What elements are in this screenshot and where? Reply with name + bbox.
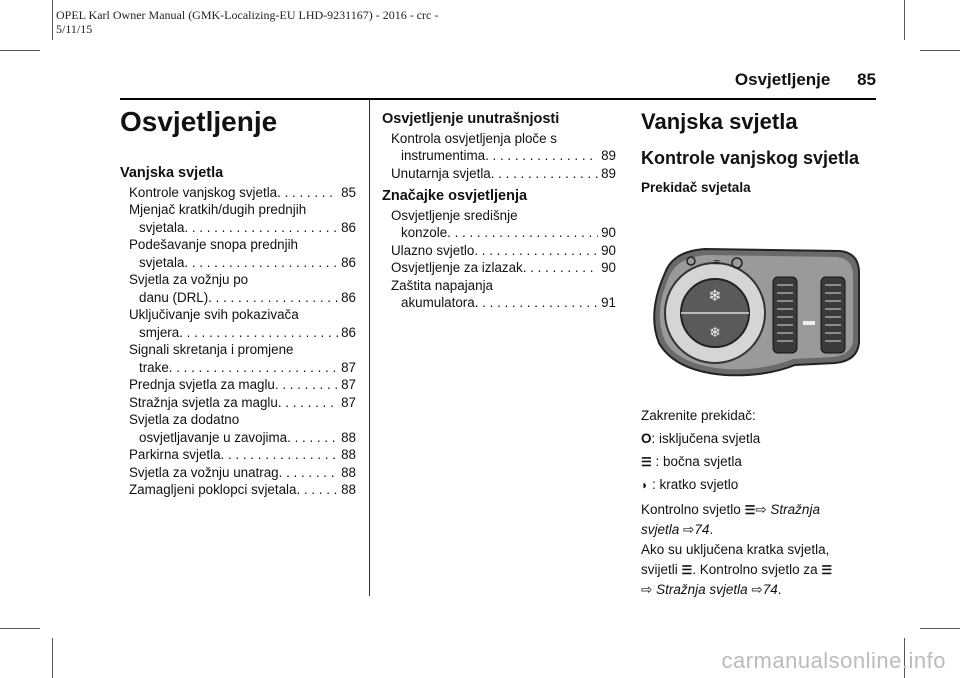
toc-entry-label: Osvjetljenje središnje: [391, 207, 518, 223]
toc-entry-label: Stražnja svjetla za maglu: [129, 394, 278, 410]
toc-leader-dots: [184, 254, 338, 272]
toc-entry[interactable]: [382, 277, 616, 312]
toc-page-number: 87: [341, 377, 356, 392]
toc-entry-label: konzole: [401, 225, 448, 240]
paragraph-text: svijetli: [641, 562, 678, 577]
reference-link[interactable]: Stražnja svjetla: [656, 582, 748, 597]
toc-page-number: 86: [341, 289, 356, 305]
crop-mark: [52, 0, 53, 40]
toc-leader-dots: [179, 324, 338, 342]
toc-leader-dots: [278, 394, 338, 412]
toc-entry-label: trake: [139, 359, 169, 375]
toc-entry-label: instrumentima: [401, 148, 486, 163]
toc-entry-label: Uključivanje svih pokazivača: [129, 307, 299, 322]
control-light-text: Kontrolno svjetlo: [641, 502, 741, 517]
toc-entry-label: Zamagljeni poklopci svjetala: [129, 482, 297, 497]
page-heading: [735, 70, 876, 90]
reference-link[interactable]: svjetla: [641, 522, 680, 537]
toc-page-number: 88: [341, 464, 356, 480]
toc-entry-label: osvjetljavanje u zavojima: [139, 429, 288, 445]
toc-entry-label: Parkirna svjetla: [129, 447, 221, 462]
toc-leader-dots: [296, 481, 338, 499]
toc-leader-dots: [447, 224, 598, 242]
toc-entry[interactable]: [120, 236, 356, 271]
toc-entry[interactable]: [382, 242, 616, 260]
toc-entry-label: Unutarnja svjetla: [391, 165, 491, 181]
toc-entry[interactable]: [120, 341, 356, 376]
toc-entry-label: smjera: [139, 324, 180, 340]
toc-page-number: 86: [341, 254, 356, 270]
svg-text:❄: ❄: [709, 325, 721, 341]
toc-leader-dots: [169, 359, 338, 377]
toc-page-number: 90: [601, 242, 616, 258]
toc-page-number: 88: [341, 482, 356, 497]
toc-entry-label: Kontrole vanjskog svjetla: [129, 184, 278, 200]
light-switch-illustration: [645, 243, 873, 383]
low-beam-paragraph: [641, 540, 832, 600]
svg-text:≡: ≡: [713, 258, 721, 268]
crop-mark: [920, 628, 960, 629]
toc-entry[interactable]: [120, 481, 356, 499]
document-header-line1: OPEL Karl Owner Manual (GMK-Localizing-EU LHD-9231167) - 2016 - crc -: [56, 8, 439, 22]
option-off-text: : isključena svjetla: [651, 431, 761, 446]
toc-page-number: 88: [341, 447, 356, 462]
page-number: 85: [857, 70, 876, 89]
toc-entry[interactable]: [120, 201, 356, 236]
chapter-title: Osvjetljenje: [120, 106, 278, 137]
toc-entry[interactable]: [120, 376, 356, 394]
toc-entry[interactable]: [382, 165, 616, 183]
reference-arrow-icon: ⇨: [751, 582, 763, 597]
toc-entry[interactable]: [120, 411, 356, 446]
toc-entry[interactable]: [120, 306, 356, 341]
crop-mark: [0, 628, 40, 629]
reference-link[interactable]: Stražnja: [770, 502, 820, 517]
toc-entry-label: danu (DRL): [139, 289, 209, 305]
toc-entry-label: Svjetla za vožnju unatrag: [129, 464, 279, 480]
toc-leader-dots: [277, 184, 338, 202]
period: .: [777, 582, 782, 597]
crop-mark: [52, 638, 53, 678]
toc-leader-dots: [523, 259, 598, 277]
toc-leader-dots: [287, 429, 338, 447]
toc-entry-label: Signali skretanja i promjene: [129, 342, 294, 357]
option-side-text: : bočna svjetla: [655, 454, 742, 469]
option-low-beam: [641, 475, 738, 495]
toc-entry[interactable]: [120, 464, 356, 482]
toc-left-column: [120, 165, 356, 499]
toc-leader-dots: [275, 376, 338, 394]
toc-page-number: 86: [341, 219, 356, 235]
off-symbol: O: [641, 431, 652, 446]
toc-entry-label: Mjenjač kratkih/dugih prednjih: [129, 202, 307, 217]
reference-arrow-icon: ⇨: [755, 502, 767, 517]
side-light-icon: ☰: [821, 563, 833, 577]
option-off: [641, 429, 760, 449]
section-heading: Vanjska svjetla: [641, 109, 798, 134]
paragraph-text: . Kontrolno svjetlo za: [692, 562, 818, 577]
watermark: carmanualsonline.info: [721, 648, 946, 673]
sub-subsection-heading: Prekidač svjetala: [641, 180, 751, 195]
page-heading-title: Osvjetljenje: [734, 70, 831, 89]
toc-page-number: 86: [341, 324, 356, 340]
toc-leader-dots: [221, 446, 339, 464]
crop-mark: [0, 50, 40, 51]
toc-middle-column: [382, 111, 616, 312]
toc-leader-dots: [485, 147, 598, 165]
toc-leader-dots: [491, 165, 598, 183]
toc-leader-dots: [184, 219, 338, 237]
toc-entry-label: Prednja svjetla za maglu: [129, 377, 275, 392]
toc-entry-label: svjetala: [139, 219, 185, 235]
toc-page-number: 90: [601, 260, 616, 275]
toc-page-number: 87: [341, 394, 356, 410]
toc-leader-dots: [208, 289, 338, 307]
reference-arrow-icon: ⇨: [683, 522, 695, 537]
reference-arrow-icon: ⇨: [641, 582, 653, 597]
toc-section-title: Vanjska svjetla: [120, 165, 224, 181]
toc-page-number: 87: [341, 359, 356, 375]
crop-mark: [904, 0, 905, 40]
svg-text:❄: ❄: [708, 286, 722, 305]
toc-entry-label: Zaštita napajanja: [391, 277, 493, 293]
option-low-text: : kratko svjetlo: [652, 477, 739, 492]
crop-mark: [920, 50, 960, 51]
document-header: [56, 8, 438, 36]
toc-entry[interactable]: [120, 184, 356, 202]
document-header-line2: 5/11/15: [56, 22, 93, 36]
toc-entry-label: Osvjetljenje za izlazak: [391, 260, 523, 275]
period: .: [709, 522, 714, 537]
reference-page[interactable]: 74: [762, 582, 778, 597]
option-side-lights: [641, 452, 742, 472]
toc-section-title: Osvjetljenje unutrašnjosti: [382, 111, 560, 127]
toc-entry[interactable]: [382, 207, 616, 242]
toc-page-number: 90: [601, 225, 616, 240]
toc-page-number: 89: [601, 165, 616, 181]
toc-entry-label: Podešavanje snopa prednjih: [129, 237, 298, 252]
toc-section-title: Značajke osvjetljenja: [382, 188, 528, 204]
toc-page-number: 85: [341, 184, 356, 200]
toc-leader-dots: [475, 294, 598, 312]
toc-leader-dots: [279, 464, 338, 482]
toc-entry-label: Svjetla za vožnju po: [129, 272, 249, 287]
toc-entry-label: Kontrola osvjetljenja ploče s: [391, 130, 557, 146]
subsection-heading: Kontrole vanjskog svjetla: [641, 148, 860, 168]
toc-entry[interactable]: [382, 259, 616, 277]
toc-entry[interactable]: [120, 271, 356, 306]
header-rule: [120, 98, 876, 100]
column-divider: [369, 100, 370, 596]
side-light-icon: ☰: [744, 503, 756, 517]
paragraph-text: Ako su uključena kratka svjetla,: [641, 542, 830, 557]
toc-entry[interactable]: [382, 130, 616, 165]
toc-page-number: 89: [601, 148, 616, 163]
toc-leader-dots: [474, 242, 598, 260]
toc-entry-label: svjetala: [139, 254, 185, 270]
low-beam-icon: ◗: [641, 478, 649, 492]
reference-page[interactable]: 74: [694, 522, 710, 537]
toc-entry-label: akumulatora: [401, 295, 475, 310]
toc-page-number: 88: [341, 429, 356, 445]
toc-entry-label: Ulazno svjetlo: [391, 242, 475, 258]
turn-instruction: Zakrenite prekidač:: [641, 408, 756, 423]
toc-entry[interactable]: [120, 446, 356, 464]
toc-page-number: 91: [601, 295, 616, 310]
toc-entry-label: Svjetla za dodatno: [129, 412, 240, 427]
side-light-icon: ☰: [641, 455, 652, 469]
toc-entry[interactable]: [120, 394, 356, 412]
control-light-paragraph: [641, 500, 820, 540]
side-light-icon: ☰: [681, 563, 693, 577]
